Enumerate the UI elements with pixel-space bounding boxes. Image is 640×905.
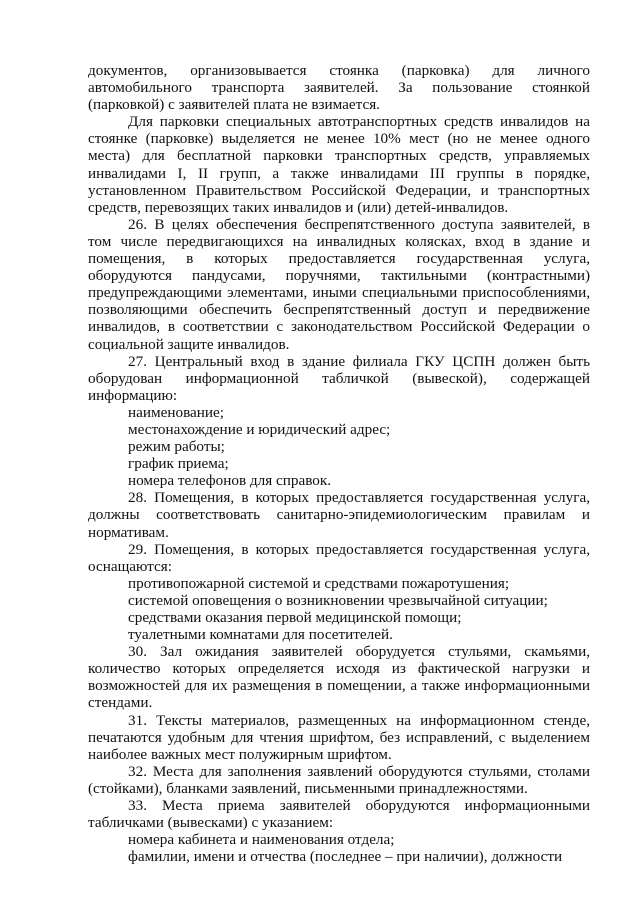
list-item: системой оповещения о возникновении чрезвычайной ситуации; (128, 591, 548, 609)
paragraph: 26. В целях обеспечения беспрепятственного доступа заявителей, в том числе передвигающихся на инвалидных колясках, вход в здание и помещения, в которых предоставляется государственная услуга, оборудуются пандусами, поручнями, тактильными (контрастными) предупреждающими элементами, иными специальными приспособлениями, позволяющими обеспечить беспрепятственный доступ и передвижение инвалидов, в соответствии с законодательством Российской Федерации о социальной защите инвалидов. (88, 215, 590, 353)
list-item: средствами оказания первой медицинской помощи; (128, 609, 462, 626)
paragraph: 28. Помещения, в которых предоставляется государственная услуга, должны соответствовать санитарно-эпидемиологическим правилам и нормативам. (88, 489, 590, 541)
paragraph: 29. Помещения, в которых предоставляется государственная услуга, оснащаются: (88, 540, 590, 575)
paragraph: документов, организовывается стоянка (парковка) для личного автомобильного транспорта заявителей. За пользование стоянкой (парковкой) с заявителей плата не взимается. (88, 62, 590, 114)
paragraph: 30. Зал ожидания заявителей оборудуется стульями, скамьями, количество которых определяется исходя из фактической нагрузки и возможностей для их размещения в помещении, а также информационными стендами. (88, 643, 590, 712)
paragraph: 32. Места для заполнения заявлений оборудуются стульями, столами (стойками), бланками заявлений, письменными принадлежностями. (88, 762, 590, 797)
list-item: туалетными комнатами для посетителей. (128, 626, 393, 644)
paragraph: 33. Места приема заявителей оборудуются информационными табличками (вывесками) с указанием: (88, 797, 590, 832)
list-item: номера телефонов для справок. (128, 472, 332, 490)
paragraph: Для парковки специальных автотранспортных средств инвалидов на стоянке (парковке) выделяется не менее 10% мест (но не менее одного места) для бесплатной парковки транспортных средств, управляемых инвалидами I, II групп, а также инвалидами III группы в порядке, установленном Правительством Российской Федерации, и транспортных средств, перевозящих таких инвалидов и (или) детей-инвалидов. (88, 113, 590, 216)
list-item: наименование; (128, 403, 224, 421)
list-item: местонахождение и юридический адрес; (128, 420, 391, 438)
list-item: номера кабинета и наименования отдела; (128, 831, 395, 849)
paragraph: 31. Тексты материалов, размещенных на информационном стенде, печатаются удобным для чтения шрифтом, без исправлений, с выделением наиболее важных мест полужирным шрифтом. (88, 711, 590, 763)
paragraph: 27. Центральный вход в здание филиала ГКУ ЦСПН должен быть оборудован информационной табличкой (вывеской), содержащей информацию: (88, 352, 590, 404)
list-item: фамилии, имени и отчества (последнее – при наличии), должности (128, 848, 563, 866)
list-item: режим работы; (128, 438, 225, 456)
list-item: противопожарной системой и средствами пожаротушения; (128, 574, 510, 592)
document-body (88, 62, 590, 865)
list-item: график приема; (128, 455, 229, 473)
